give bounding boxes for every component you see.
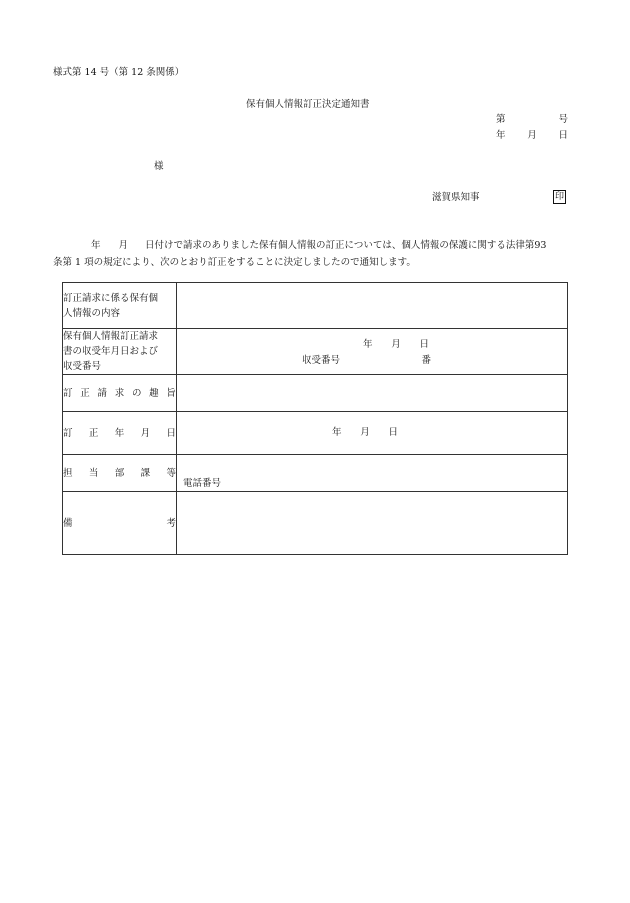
document-number [496,115,568,125]
table-row [63,412,568,455]
value-correction-purpose[interactable] [177,375,568,412]
label-char: 備 [63,517,73,529]
label-char: 部 [114,467,125,479]
notice-body-line-1 [53,237,578,254]
table-row [63,455,568,492]
label-correction-date [63,412,177,455]
receipt-number-suffix: 番 [421,355,431,366]
label-char: 旨 [166,387,176,399]
label-char: 等 [166,467,176,479]
document-date-month: 月 [527,130,537,141]
label-correction-purpose [63,375,177,412]
document-date [496,131,568,141]
label-char: 年 [114,427,125,439]
value-receipt-date-number[interactable] [177,329,568,375]
label-line: 保有個人情報訂正請求 [63,331,159,342]
label-remarks [63,492,177,555]
form-number: 様式第 14 号（第 12 条関係） [53,67,185,78]
notice-body-line-2: 条第 1 項の規定により、次のとおり訂正をすることに決定しましたので通知します。 [53,257,416,268]
label-line: 人情報の内容 [63,307,121,319]
correction-date-day: 日 [388,427,398,438]
notice-body-line-1-text: 日付けで請求のありました保有個人情報の訂正については、個人情報の保護に関する法律第93 [145,240,547,251]
label-receipt-date-number [63,329,177,375]
receipt-date [363,340,429,350]
value-department[interactable] [177,455,568,492]
correction-date-year: 年 [332,427,342,438]
notice-body-year: 年 [91,240,101,251]
label-char: 訂 [63,427,73,439]
label-char: 課 [140,467,151,479]
correction-date [332,428,398,438]
seal-mark: 印 [553,190,566,204]
label-char: 訂 [63,387,73,399]
phone-number-label: 電話番号 [183,478,222,489]
correction-details-table [62,282,568,555]
label-char: 日 [166,427,176,439]
label-char: 担 [63,467,73,479]
receipt-number [302,356,431,366]
sender-name: 滋賀県知事 [432,192,480,203]
label-department [63,455,177,492]
receipt-date-day: 日 [419,339,429,350]
document-title: 保有個人情報訂正決定通知書 [246,99,370,110]
label-char: 当 [88,467,99,479]
label-char: 正 [80,387,90,399]
label-correction-content [63,283,177,329]
document-date-day: 日 [558,130,568,141]
notice-body [53,237,578,271]
document-date-year: 年 [496,130,506,141]
label-char: 求 [114,387,125,399]
label-char: 月 [140,427,151,439]
receipt-date-month: 月 [391,339,401,350]
notice-body-month: 月 [118,240,129,251]
table-row [63,329,568,375]
label-line: 訂正請求に係る保有個 [63,292,159,304]
document-number-suffix: 号 [558,114,568,125]
receipt-number-label: 収受番号 [302,355,341,366]
table-row [63,283,568,329]
value-correction-content[interactable] [177,283,568,329]
label-char: 趣 [149,387,159,399]
correction-date-month: 月 [360,427,370,438]
table-row [63,492,568,555]
label-char: 請 [97,387,107,399]
value-correction-date[interactable] [177,412,568,455]
document-number-prefix: 第 [496,114,506,125]
label-line: 書の収受年月日および [63,346,159,357]
value-remarks[interactable] [177,492,568,555]
label-char: の [131,387,142,399]
label-line: 収受番号 [63,361,102,372]
receipt-date-year: 年 [363,339,373,350]
label-char: 考 [166,517,176,529]
addressee-honorific: 様 [154,161,164,172]
label-char: 正 [88,427,99,439]
table-row [63,375,568,412]
